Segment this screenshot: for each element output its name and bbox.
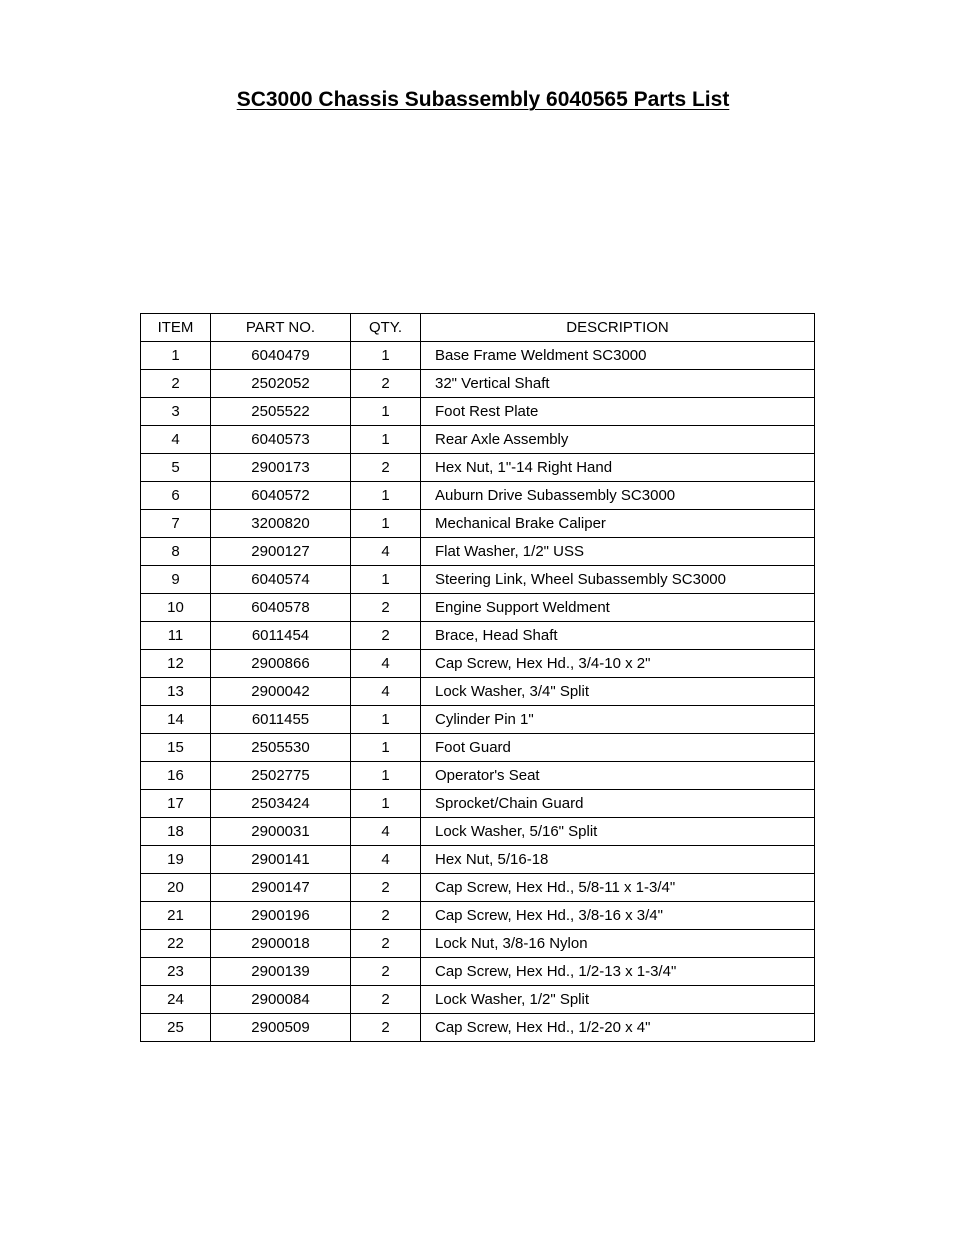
quantity-cell: 4: [351, 538, 421, 566]
quantity-cell: 1: [351, 706, 421, 734]
table-row: [141, 818, 815, 846]
quantity-cell: 2: [351, 622, 421, 650]
item-number-cell: 11: [141, 622, 211, 650]
table-row: [141, 762, 815, 790]
quantity-cell: 4: [351, 846, 421, 874]
part-number-cell: 2900042: [211, 678, 351, 706]
quantity-cell: 2: [351, 958, 421, 986]
item-number-cell: 3: [141, 398, 211, 426]
item-number-cell: 16: [141, 762, 211, 790]
item-number-cell: 10: [141, 594, 211, 622]
item-number-cell: 19: [141, 846, 211, 874]
description-cell: Auburn Drive Subassembly SC3000: [421, 482, 815, 510]
item-number-cell: 6: [141, 482, 211, 510]
item-number-cell: 5: [141, 454, 211, 482]
item-number-cell: 18: [141, 818, 211, 846]
quantity-cell: 4: [351, 818, 421, 846]
quantity-cell: 1: [351, 482, 421, 510]
description-cell: Steering Link, Wheel Subassembly SC3000: [421, 566, 815, 594]
table-row: [141, 902, 815, 930]
description-cell: Lock Washer, 1/2" Split: [421, 986, 815, 1014]
parts-list-table: [140, 313, 815, 1042]
description-cell: Hex Nut, 5/16-18: [421, 846, 815, 874]
part-number-cell: 6011454: [211, 622, 351, 650]
part-number-cell: 6040578: [211, 594, 351, 622]
part-number-cell: 6040574: [211, 566, 351, 594]
description-cell: Cap Screw, Hex Hd., 3/8-16 x 3/4": [421, 902, 815, 930]
description-cell: 32" Vertical Shaft: [421, 370, 815, 398]
item-number-cell: 15: [141, 734, 211, 762]
item-number-cell: 14: [141, 706, 211, 734]
quantity-cell: 4: [351, 678, 421, 706]
quantity-cell: 1: [351, 342, 421, 370]
table-row: [141, 874, 815, 902]
quantity-cell: 1: [351, 762, 421, 790]
part-number-cell: 2505530: [211, 734, 351, 762]
table-row: [141, 454, 815, 482]
description-cell: Rear Axle Assembly: [421, 426, 815, 454]
quantity-cell: 2: [351, 902, 421, 930]
part-number-cell: 2900031: [211, 818, 351, 846]
table-row: [141, 958, 815, 986]
table-row: [141, 930, 815, 958]
quantity-cell: 2: [351, 874, 421, 902]
description-cell: Foot Guard: [421, 734, 815, 762]
table-row: [141, 370, 815, 398]
parts-table-body: [141, 342, 815, 1042]
item-number-cell: 24: [141, 986, 211, 1014]
part-number-cell: 6040479: [211, 342, 351, 370]
table-row: [141, 510, 815, 538]
quantity-cell: 1: [351, 510, 421, 538]
description-cell: Cylinder Pin 1": [421, 706, 815, 734]
part-number-cell: 2502775: [211, 762, 351, 790]
table-row: [141, 1014, 815, 1042]
description-cell: Lock Washer, 3/4" Split: [421, 678, 815, 706]
part-number-cell: 2900866: [211, 650, 351, 678]
table-row: [141, 342, 815, 370]
table-row: [141, 398, 815, 426]
table-row: [141, 482, 815, 510]
part-number-cell: 2900196: [211, 902, 351, 930]
part-number-cell: 2900127: [211, 538, 351, 566]
description-cell: Cap Screw, Hex Hd., 1/2-20 x 4": [421, 1014, 815, 1042]
part-number-cell: 2900139: [211, 958, 351, 986]
description-cell: Foot Rest Plate: [421, 398, 815, 426]
description-cell: Cap Screw, Hex Hd., 5/8-11 x 1-3/4": [421, 874, 815, 902]
description-cell: Cap Screw, Hex Hd., 1/2-13 x 1-3/4": [421, 958, 815, 986]
quantity-cell: 2: [351, 1014, 421, 1042]
table-row: [141, 846, 815, 874]
table-row: [141, 734, 815, 762]
quantity-cell: 4: [351, 650, 421, 678]
header-item: ITEM: [141, 314, 211, 342]
part-number-cell: 2502052: [211, 370, 351, 398]
quantity-cell: 2: [351, 594, 421, 622]
table-row: [141, 678, 815, 706]
table-row: [141, 538, 815, 566]
part-number-cell: 3200820: [211, 510, 351, 538]
item-number-cell: 1: [141, 342, 211, 370]
page-title: SC3000 Chassis Subassembly 6040565 Parts List: [236, 88, 730, 111]
quantity-cell: 1: [351, 426, 421, 454]
item-number-cell: 4: [141, 426, 211, 454]
item-number-cell: 23: [141, 958, 211, 986]
quantity-cell: 1: [351, 566, 421, 594]
table-header-row: [141, 314, 815, 342]
part-number-cell: 2505522: [211, 398, 351, 426]
part-number-cell: 6040573: [211, 426, 351, 454]
item-number-cell: 9: [141, 566, 211, 594]
part-number-cell: 2900173: [211, 454, 351, 482]
description-cell: Flat Washer, 1/2" USS: [421, 538, 815, 566]
item-number-cell: 22: [141, 930, 211, 958]
part-number-cell: 2900084: [211, 986, 351, 1014]
item-number-cell: 8: [141, 538, 211, 566]
quantity-cell: 2: [351, 986, 421, 1014]
table-row: [141, 594, 815, 622]
item-number-cell: 17: [141, 790, 211, 818]
quantity-cell: 2: [351, 454, 421, 482]
part-number-cell: 2503424: [211, 790, 351, 818]
table-row: [141, 790, 815, 818]
description-cell: Brace, Head Shaft: [421, 622, 815, 650]
description-cell: Cap Screw, Hex Hd., 3/4-10 x 2": [421, 650, 815, 678]
part-number-cell: 2900018: [211, 930, 351, 958]
description-cell: Hex Nut, 1"-14 Right Hand: [421, 454, 815, 482]
description-cell: Sprocket/Chain Guard: [421, 790, 815, 818]
description-cell: Lock Washer, 5/16" Split: [421, 818, 815, 846]
header-description: DESCRIPTION: [421, 314, 815, 342]
part-number-cell: 2900147: [211, 874, 351, 902]
table-row: [141, 986, 815, 1014]
quantity-cell: 1: [351, 398, 421, 426]
table-row: [141, 622, 815, 650]
quantity-cell: 2: [351, 930, 421, 958]
item-number-cell: 7: [141, 510, 211, 538]
description-cell: Base Frame Weldment SC3000: [421, 342, 815, 370]
header-qty: QTY.: [351, 314, 421, 342]
part-number-cell: 2900509: [211, 1014, 351, 1042]
item-number-cell: 13: [141, 678, 211, 706]
quantity-cell: 1: [351, 790, 421, 818]
item-number-cell: 20: [141, 874, 211, 902]
description-cell: Operator's Seat: [421, 762, 815, 790]
description-cell: Mechanical Brake Caliper: [421, 510, 815, 538]
quantity-cell: 2: [351, 370, 421, 398]
table-row: [141, 566, 815, 594]
item-number-cell: 25: [141, 1014, 211, 1042]
part-number-cell: 2900141: [211, 846, 351, 874]
table-row: [141, 706, 815, 734]
table-row: [141, 426, 815, 454]
table-row: [141, 650, 815, 678]
item-number-cell: 12: [141, 650, 211, 678]
part-number-cell: 6040572: [211, 482, 351, 510]
part-number-cell: 6011455: [211, 706, 351, 734]
description-cell: Lock Nut, 3/8-16 Nylon: [421, 930, 815, 958]
item-number-cell: 2: [141, 370, 211, 398]
header-part-no: PART NO.: [211, 314, 351, 342]
quantity-cell: 1: [351, 734, 421, 762]
item-number-cell: 21: [141, 902, 211, 930]
description-cell: Engine Support Weldment: [421, 594, 815, 622]
